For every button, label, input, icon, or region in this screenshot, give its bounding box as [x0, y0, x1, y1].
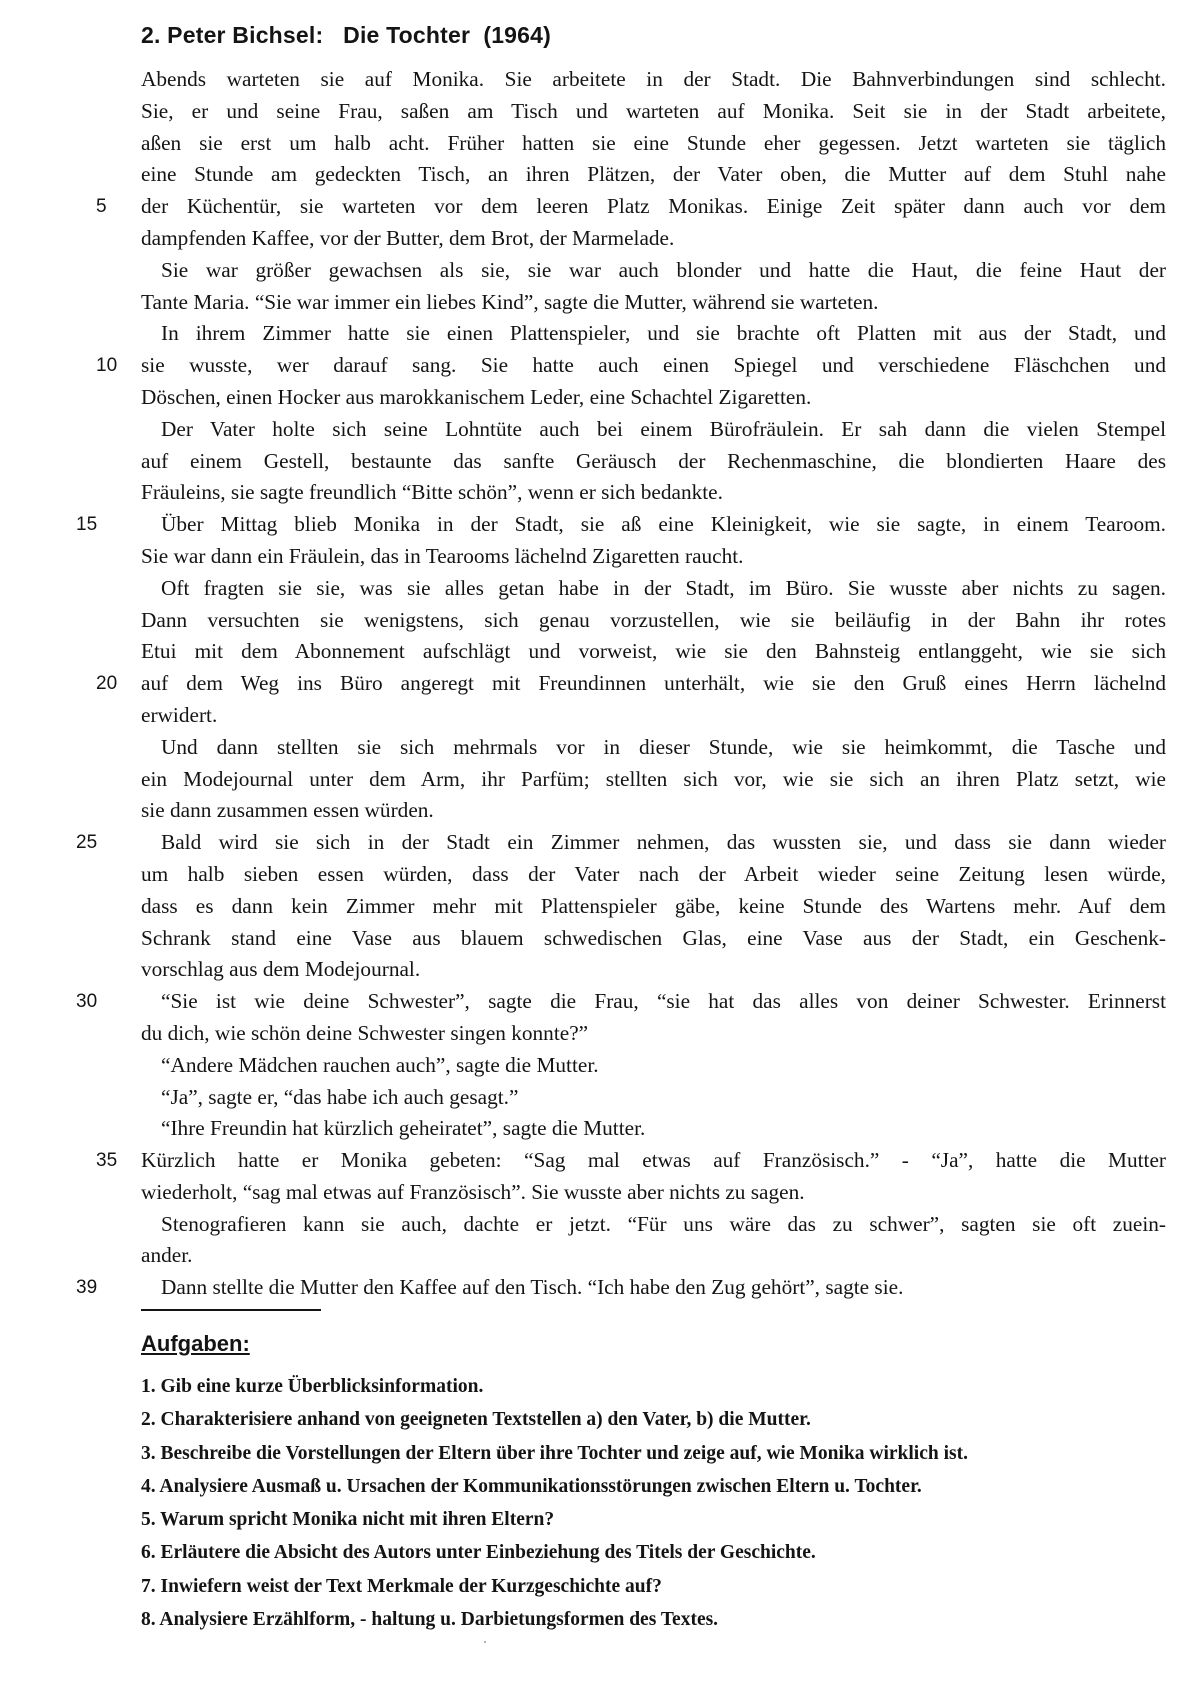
text-line: 10 sie wusste, wer darauf sang. Sie hatte auch einen Spiegel und verschiedene Fläschchen und — [141, 350, 1166, 382]
text-line: Sie war größer gewachsen als sie, sie war auch blonder und hatte die Haut, die feine Haut der — [161, 257, 1166, 282]
line-number: 20 — [96, 673, 118, 695]
line-number: 15 — [76, 514, 98, 536]
page-title: 2. Peter Bichsel: Die Tochter (1964) — [141, 22, 552, 48]
task-item: 5. Warum spricht Monika nicht mit ihren Eltern? — [141, 1509, 555, 1531]
text-line: aßen sie erst um halb acht. Früher hatten sie eine Stunde eher gegessen. Jetzt warteten sie täglich — [141, 130, 1166, 155]
text-line: ein Modejournal unter dem Arm, ihr Parfüm; stellten sich vor, wie sie sich an ihren Platz setzt, wie — [141, 766, 1166, 791]
text-line: vorschlag aus dem Modejournal. — [141, 957, 421, 982]
line-number: 5 — [96, 196, 107, 218]
text-line: Und dann stellten sie sich mehrmals vor in dieser Stunde, wie sie heimkommt, die Tasche und — [161, 734, 1166, 759]
text-line: du dich, wie schön deine Schwester singen konnte?” — [141, 1020, 589, 1045]
task-item: 7. Inwiefern weist der Text Merkmale der Kurzgeschichte auf? — [141, 1575, 662, 1597]
text-line: 5 der Küchentür, sie warteten vor dem leeren Platz Monikas. Einige Zeit später dann auch vor dem — [141, 191, 1166, 223]
section-divider — [141, 1309, 321, 1311]
text-line: 35 Kürzlich hatte er Monika gebeten: “Sag mal etwas auf Französisch.” - “Ja”, hatte die Mutter — [141, 1145, 1166, 1177]
text-line: dass es dann kein Zimmer mehr mit Plattenspieler gäbe, keine Stunde des Wartens mehr. Auf dem — [141, 893, 1166, 918]
text-line: 15 Über Mittag blieb Monika in der Stadt, sie aß eine Kleinigkeit, wie sie sagte, in einem Tearoom. — [141, 509, 1166, 541]
task-item: 2. Charakterisiere anhand von geeigneten Textstellen a) den Vater, b) die Mutter. — [141, 1409, 811, 1431]
task-item: 1. Gib eine kurze Überblicksinformation. — [141, 1376, 484, 1397]
text-line: Döschen, einen Hocker aus marokkanischem Leder, eine Schachtel Zigaretten. — [141, 384, 812, 409]
task-item: 3. Beschreibe die Vorstellungen der Eltern über ihre Tochter und zeige auf, wie Monika wirklich ist. — [141, 1442, 968, 1464]
tasks-heading: Aufgaben: — [141, 1331, 250, 1356]
text-line: “Ihre Freundin hat kürzlich geheiratet”, sagte die Mutter. — [161, 1116, 646, 1141]
text-line: Etui mit dem Abonnement aufschlägt und vorweist, wie sie den Bahnsteig entlanggeht, wie sie sich — [141, 639, 1166, 664]
line-number: 25 — [76, 832, 98, 854]
task-item: 4. Analysiere Ausmaß u. Ursachen der Kommunikationsstörungen zwischen Eltern u. Tochter. — [141, 1475, 922, 1497]
text-line: “Andere Mädchen rauchen auch”, sagte die Mutter. — [161, 1052, 599, 1077]
text-line: “Ja”, sagte er, “das habe ich auch gesagt.” — [161, 1084, 519, 1109]
text-line: 30 “Sie ist wie deine Schwester”, sagte die Frau, “sie hat das alles von deiner Schwester. Erinnerst — [141, 986, 1166, 1018]
text-line: Stenografieren kann sie auch, dachte er jetzt. “Für uns wäre das zu schwer”, sagten sie oft zuein- — [161, 1211, 1166, 1236]
text-line: Tante Maria. “Sie war immer ein liebes Kind”, sagte die Mutter, während sie warteten. — [141, 289, 879, 314]
text-line: Abends warteten sie auf Monika. Sie arbeitete in der Stadt. Die Bahnverbindungen sind schlecht. — [141, 67, 1166, 91]
text-line: Fräuleins, sie sagte freundlich “Bitte schön”, wenn er sich bedankte. — [141, 480, 723, 505]
story-text — [76, 64, 1166, 1304]
text-line: Der Vater holte sich seine Lohntüte auch bei einem Bürofräulein. Er sah dann die vielen Stempel — [161, 416, 1166, 441]
line-number: 30 — [76, 991, 98, 1013]
line-number: 39 — [76, 1277, 98, 1299]
text-line: 20 auf dem Weg ins Büro angeregt mit Freundinnen unterhält, wie sie den Gruß eines Herrn lächelnd — [141, 668, 1166, 700]
text-line: Oft fragten sie sie, was sie alles getan habe in der Stadt, im Büro. Sie wusste aber nichts zu sagen. — [161, 575, 1166, 600]
text-line: erwidert. — [141, 702, 218, 727]
task-list — [141, 1370, 968, 1636]
task-item: 6. Erläutere die Absicht des Autors unter Einbeziehung des Titels der Geschichte. — [141, 1542, 816, 1564]
text-line: Sie, er und seine Frau, saßen am Tisch und warteten auf Monika. Seit sie in der Stadt arbeitete, — [141, 98, 1166, 123]
text-line: Sie war dann ein Fräulein, das in Tearooms lächelnd Zigaretten raucht. — [141, 543, 744, 568]
text-line: Schrank stand eine Vase aus blauem schwedischen Glas, eine Vase aus der Stadt, ein Geschenk- — [141, 925, 1166, 950]
text-line: 39 Dann stellte die Mutter den Kaffee auf den Tisch. “Ich habe den Zug gehört”, sagte sie. — [141, 1272, 1166, 1304]
text-line: sie dann zusammen essen würden. — [141, 798, 434, 823]
line-number: 10 — [96, 355, 118, 377]
text-line: dampfenden Kaffee, vor der Butter, dem Brot, der Marmelade. — [141, 225, 675, 250]
text-line: auf einem Gestell, bestaunte das sanfte Geräusch der Rechenmaschine, die blondierten Haare des — [141, 448, 1166, 473]
line-number: 35 — [96, 1150, 118, 1172]
scan-speck — [484, 1641, 486, 1643]
text-line: eine Stunde am gedeckten Tisch, an ihren Plätzen, der Vater oben, die Mutter auf dem Stuhl nahe — [141, 162, 1166, 187]
text-line: In ihrem Zimmer hatte sie einen Plattenspieler, und sie brachte oft Platten mit aus der Stadt, und — [161, 321, 1166, 346]
text-line: Dann versuchten sie wenigstens, sich genau vorzustellen, wie sie beiläufig in der Bahn ihr rotes — [141, 607, 1166, 632]
text-line: ander. — [141, 1243, 193, 1268]
text-line: um halb sieben essen würden, dass der Vater nach der Arbeit wieder seine Zeitung lesen würde, — [141, 861, 1166, 886]
task-item: 8. Analysiere Erzählform, - haltung u. Darbietungsformen des Textes. — [141, 1609, 719, 1631]
text-line: wiederholt, “sag mal etwas auf Französisch”. Sie wusste aber nichts zu sagen. — [141, 1179, 805, 1204]
text-line: 25 Bald wird sie sich in der Stadt ein Zimmer nehmen, das wussten sie, und dass sie dann wieder — [141, 827, 1166, 859]
